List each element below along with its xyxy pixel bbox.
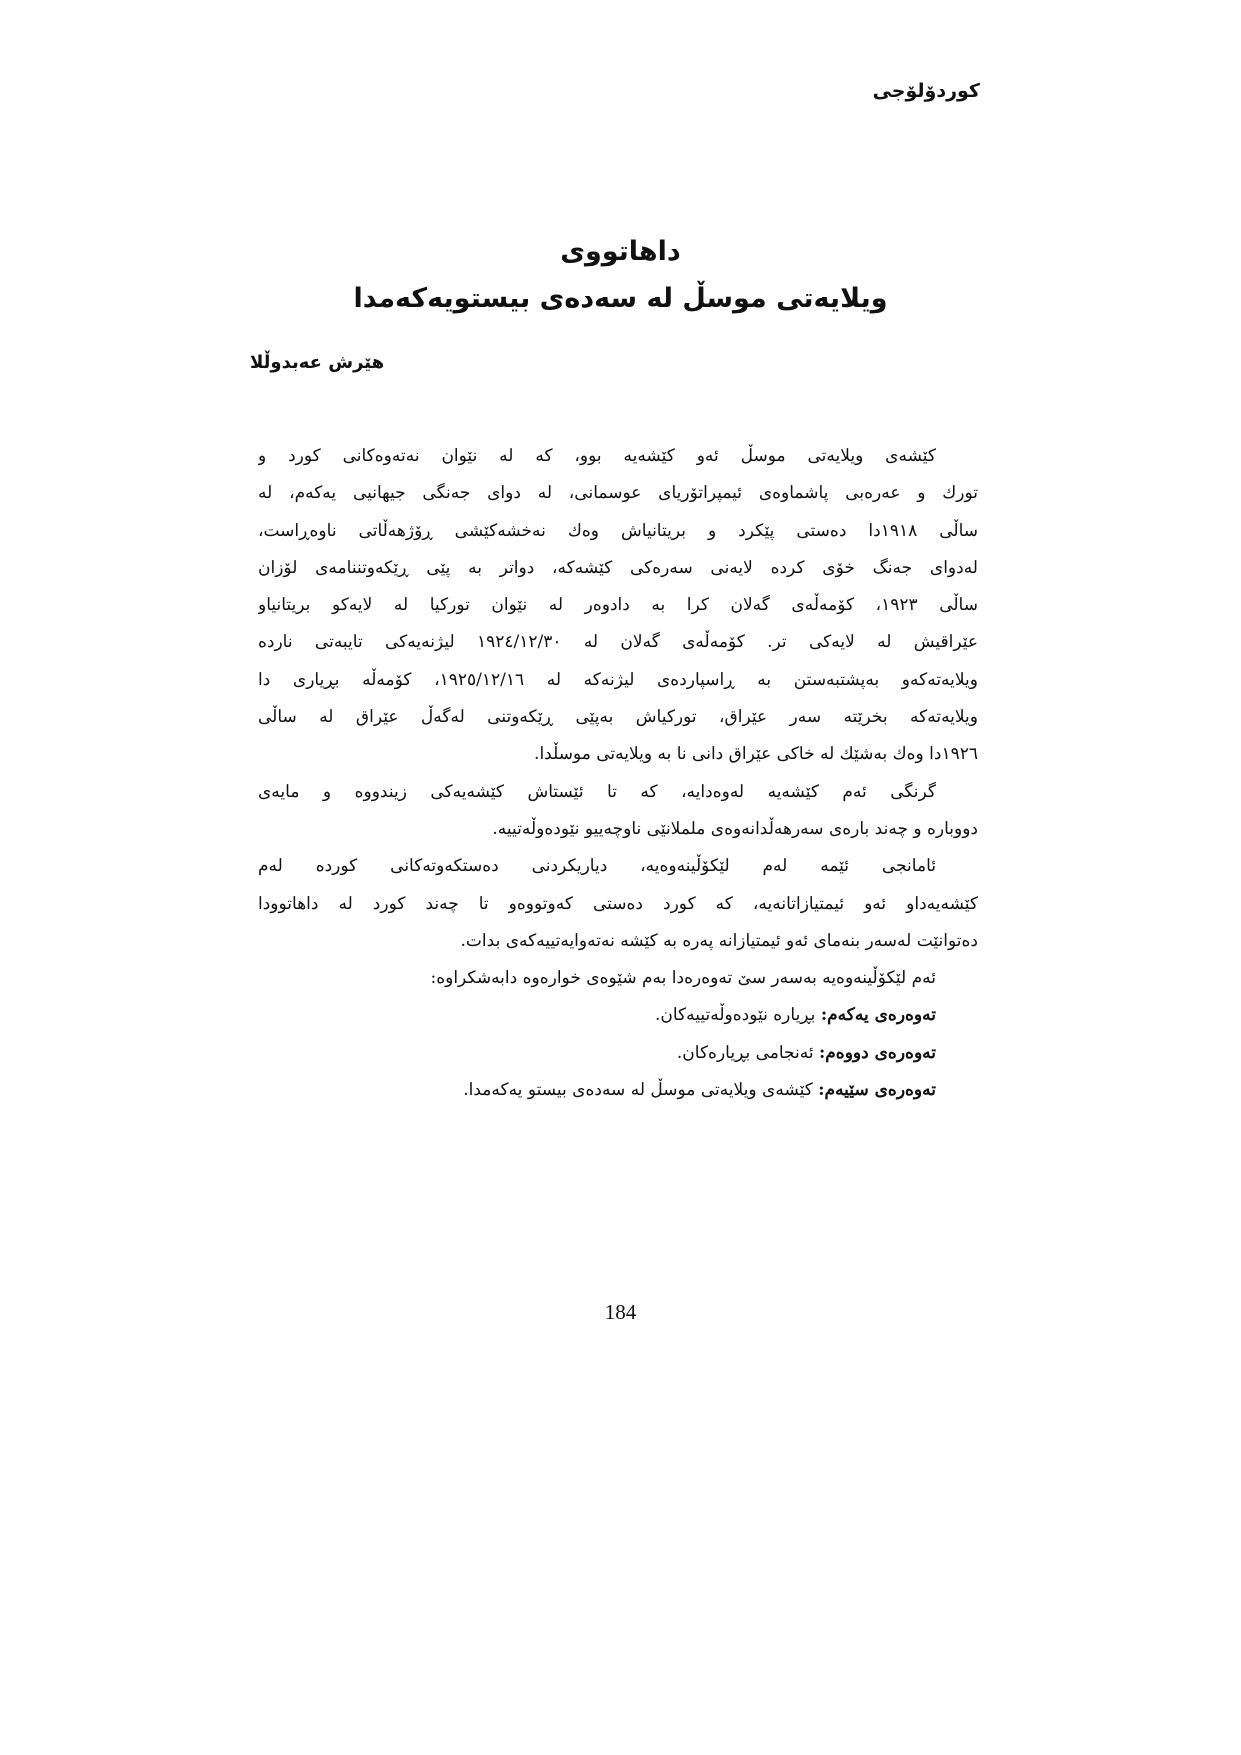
axis-item xyxy=(258,1035,978,1072)
axis-text: کێشەی ویلایەتی موسڵ لە سەدەی بیستو یەکەمدا. xyxy=(463,1080,819,1101)
paragraph-1 xyxy=(258,438,978,774)
text-line: ویلایەتەکە بخرێتە سەر عێراق، تورکیاش بەپێی ڕێکەوتنی لەگەڵ عێراق لە ساڵی xyxy=(258,707,978,728)
axis-label: تەوەرەی دووەم: xyxy=(819,1042,936,1063)
axis-label: تەوەرەی یەکەم: xyxy=(820,1005,936,1026)
axis-text: بڕیارە نێودەوڵەتییەکان. xyxy=(654,1005,821,1026)
text-line: دەتوانێت لەسەر بنەمای ئەو ئیمتیازانە پەرە بە کێشە نەتەوایەتییەکەی بدات. xyxy=(460,930,978,951)
author-name: هێرش عەبدوڵلا xyxy=(250,352,385,373)
article-title-line-2: ویلایەتی موسڵ لە سەدەی بیستویەکەمدا xyxy=(353,283,888,314)
axes-list xyxy=(258,997,978,1109)
text-line: دووبارە و چەند بارەی سەرهەڵدانەوەی ململانێی ناوچەییو نێودەوڵەتییە. xyxy=(492,818,978,839)
page-number: 184 xyxy=(604,1300,637,1324)
text-line: کێشەی ویلایەتی موسڵ ئەو کێشەیە بوو، کە لە نێوان نەتەوەکانی کورد و xyxy=(258,446,936,466)
paragraph-4 xyxy=(258,960,978,997)
text-line: ویلایەتەکەو بەپشتبەستن بە ڕاسپاردەی لیژنەکە لە ١٩٢٥/١٢/١٦، کۆمەڵە بڕیاری دا xyxy=(258,669,978,690)
text-line: ئامانجی ئێمە لەم لێکۆڵینەوەیە، دیاریکردنی دەستکەوتەکانی کوردە لەم xyxy=(258,856,936,877)
axis-item xyxy=(258,997,978,1034)
text-line: لەدوای جەنگ خۆی کردە لایەنی سەرەکی کێشەکە، دواتر بە پێی ڕێکەوتننامەی لۆزان xyxy=(258,557,978,578)
text-line: کێشەیەداو ئەو ئیمتیازاتانەیە، کە کورد دەستی کەوتووەو تا چەند کورد لە داهاتوودا xyxy=(258,893,978,914)
text-line: تورك و عەرەبی پاشماوەی ئیمپراتۆریای عوسمانی، لە دوای جەنگی جیهانیی یەکەم، لە xyxy=(258,483,978,504)
text-line: عێراقیش لە لایەکی تر. کۆمەڵەی گەلان لە ١٩٢٤/١٢/٣٠ لیژنەیەکی تایبەتی نارده xyxy=(258,632,978,653)
article-title-line-1: داهاتووی xyxy=(560,236,681,267)
text-line: گرنگی ئەم کێشەیە لەوەدایە، کە تا ئێستاش کێشەیەکی زیندووە و مایەی xyxy=(258,781,936,802)
text-line: ١٩٢٦دا وەك بەشێك لە خاکی عێراق دانی نا بە ویلایەتی موسڵدا. xyxy=(534,744,978,765)
article-body xyxy=(258,438,978,1109)
text-line: ساڵی ١٩١٨دا دەستی پێکرد و بریتانیاش وەك نەخشەکێشی ڕۆژهەڵاتی ناوەڕاست، xyxy=(258,520,978,541)
axis-label: تەوەرەی سێیەم: xyxy=(818,1080,936,1101)
axis-item xyxy=(258,1072,978,1109)
text-line: ساڵی ١٩٢٣، کۆمەڵەی گەلان کرا بە دادوەر لە نێوان تورکیا لە لایەكو بریتانیاو xyxy=(258,595,978,616)
axis-text: ئەنجامی بڕیارەکان. xyxy=(676,1042,819,1063)
paragraph-2 xyxy=(258,774,978,849)
paragraph-3 xyxy=(258,848,978,960)
text-line: ئەم لێکۆڵینەوەیە بەسەر سێ تەوەرەدا بەم شێوەی خوارەوە دابەشکراوە: xyxy=(430,968,936,989)
journal-name: كوردۆلۆجی xyxy=(872,80,980,102)
